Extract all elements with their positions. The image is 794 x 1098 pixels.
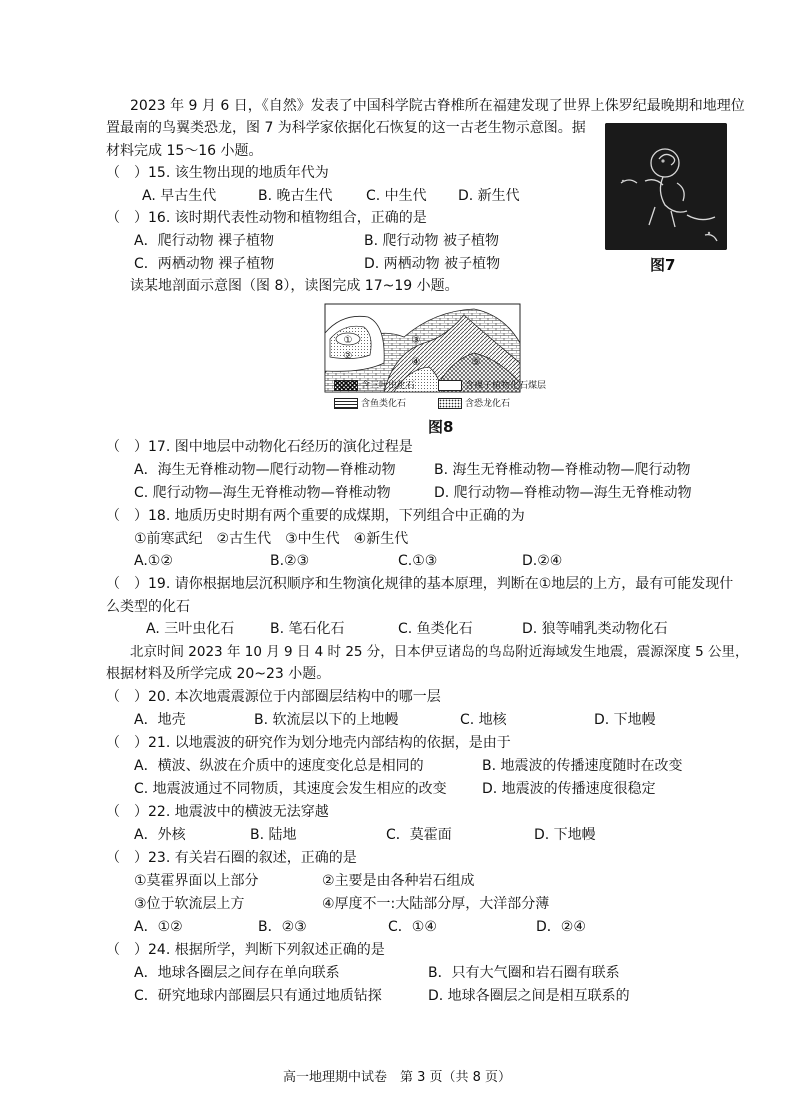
q18-stem: （ ）18. 地质历史时期有两个重要的成煤期，下列组合中正确的为 [106,508,525,524]
q22-option-c[interactable]: C．莫霍面 [386,827,452,843]
q19-option-a[interactable]: A. 三叶虫化石 [146,621,235,637]
q24-option-d[interactable]: D. 地球各圈层之间是相互联系的 [428,988,630,1004]
q17-option-c[interactable]: C. 爬行动物—海生无脊椎动物—脊椎动物 [134,485,391,501]
fig8-label-1: ① [343,335,353,346]
intro3-line1: 北京时间 2023 年 10 月 9 日 4 时 25 分，日本伊豆诸岛的鸟岛附近海域发生地震，震源深度 5 公里， [130,644,749,660]
figure-7-image [605,123,727,250]
intro2: 读某地剖面示意图（图 8），读图完成 17~19 小题。 [130,278,459,294]
intro1-line1: 2023 年 9 月 6 日，《自然》发表了中国科学院古脊椎所在福建发现了世界上侏罗纪最晚期和地理位 [130,98,745,114]
q16-option-c[interactable]: C．两栖动物 裸子植物 [134,256,275,272]
q19-option-d[interactable]: D. 狼等哺乳类动物化石 [522,621,668,637]
q22-option-a[interactable]: A．外核 [134,827,186,843]
fig8-label-2: ② [343,351,353,362]
q23-item-1: ①莫霍界面以上部分 [134,873,259,889]
legend-dinosaur: 含恐龙化石 [438,398,510,410]
figure-7-caption: 图7 [650,256,676,274]
fig8-label-3: ③ [411,335,421,346]
legend-trilobite: 含三叶虫化石 [334,380,415,392]
q21-option-b[interactable]: B. 地震波的传播速度随时在改变 [482,758,683,774]
q19-stem-line2: 么类型的化石 [106,599,190,615]
figure-8-caption: 图8 [428,418,454,436]
fish-swatch [334,398,358,409]
q19-option-c[interactable]: C. 鱼类化石 [398,621,473,637]
q21-option-a[interactable]: A．横波、纵波在介质中的速度变化总是相同的 [134,758,424,774]
q18-option-c[interactable]: C.①③ [398,553,438,569]
q23-option-d[interactable]: D．②④ [536,919,586,935]
q21-stem: （ ）21. 以地震波的研究作为划分地壳内部结构的依据，是由于 [106,735,511,751]
q18-option-a[interactable]: A.①② [134,553,173,569]
q16-option-a[interactable]: A．爬行动物 裸子植物 [134,233,275,249]
q21-option-d[interactable]: D. 地震波的传播速度很稳定 [482,781,656,797]
coal-swatch [438,380,462,391]
q23-item-4: ④厚度不一:大陆部分厚，大洋部分薄 [322,896,550,912]
q16-option-b[interactable]: B. 爬行动物 被子植物 [364,233,499,249]
legend-coal: 含裸子植物化石煤层 [438,380,546,392]
q16-option-d[interactable]: D. 两栖动物 被子植物 [364,256,501,272]
q15-option-b[interactable]: B. 晚古生代 [258,188,333,204]
intro1-line2: 置最南的鸟翼类恐龙，图 7 为科学家依据化石恢复的这一古老生物示意图。据 [106,120,586,136]
q20-option-c[interactable]: C. 地核 [460,712,507,728]
intro1-line3: 材料完成 15～16 小题。 [106,143,263,159]
q19-option-b[interactable]: B. 笔石化石 [270,621,345,637]
q23-item-2: ②主要是由各种岩石组成 [322,873,475,889]
q16-stem: （ ）16. 该时期代表性动物和植物组合，正确的是 [106,210,427,226]
q24-option-b[interactable]: B．只有大气圈和岩石圈有联系 [428,965,620,981]
q17-option-b[interactable]: B. 海生无脊椎动物—脊椎动物—爬行动物 [434,462,691,478]
fig8-label-4: ④ [411,357,421,368]
q23-stem: （ ）23. 有关岩石圈的叙述，正确的是 [106,850,357,866]
q22-stem: （ ）22. 地震波中的横波无法穿越 [106,804,329,820]
q24-option-c[interactable]: C．研究地球内部圈层只有通过地质钻探 [134,988,382,1004]
q23-item-3: ③位于软流层上方 [134,896,245,912]
q20-option-a[interactable]: A．地壳 [134,712,186,728]
intro3-line2: 根据材料及所学完成 20~23 小题。 [106,666,331,682]
q21-option-c[interactable]: C. 地震波通过不同物质，其速度会发生相应的改变 [134,781,447,797]
q24-option-a[interactable]: A．地球各圈层之间存在单向联系 [134,965,340,981]
legend-fish: 含鱼类化石 [334,398,406,410]
q23-option-c[interactable]: C．①④ [388,919,437,935]
trilobite-swatch [334,380,358,391]
q17-option-d[interactable]: D. 爬行动物—脊椎动物—海生无脊椎动物 [434,485,692,501]
q23-option-b[interactable]: B．②③ [258,919,307,935]
q18-items: ①前寒武纪 ②古生代 ③中生代 ④新生代 [134,531,409,547]
q17-option-a[interactable]: A．海生无脊椎动物—爬行动物—脊椎动物 [134,462,396,478]
q15-stem: （ ）15. 该生物出现的地质年代为 [106,165,329,181]
q23-option-a[interactable]: A．①② [134,919,183,935]
q22-option-d[interactable]: D. 下地幔 [534,827,596,843]
q15-option-d[interactable]: D. 新生代 [458,188,520,204]
q22-option-b[interactable]: B. 陆地 [250,827,297,843]
fig8-label-5: ⑤ [471,357,481,368]
q15-option-c[interactable]: C. 中生代 [366,188,427,204]
q17-stem: （ ）17. 图中地层中动物化石经历的演化过程是 [106,439,413,455]
dinosaur-swatch [438,398,462,409]
q20-option-d[interactable]: D. 下地幔 [594,712,656,728]
q18-option-b[interactable]: B.②③ [270,553,310,569]
q19-stem-line1: （ ）19. 请你根据地层沉积顺序和生物演化规律的基本原理，判断在①地层的上方，最有可能发现什 [106,576,734,592]
q15-option-a[interactable]: A. 早古生代 [142,188,217,204]
q20-option-b[interactable]: B. 软流层以下的上地幔 [254,712,399,728]
q18-option-d[interactable]: D.②④ [522,553,563,569]
q24-stem: （ ）24. 根据所学，判断下列叙述正确的是 [106,942,385,958]
page-footer: 高一地理期中试卷 第 3 页（共 8 页） [282,1070,512,1085]
q20-stem: （ ）20. 本次地震震源位于内部圈层结构中的哪一层 [106,689,441,705]
